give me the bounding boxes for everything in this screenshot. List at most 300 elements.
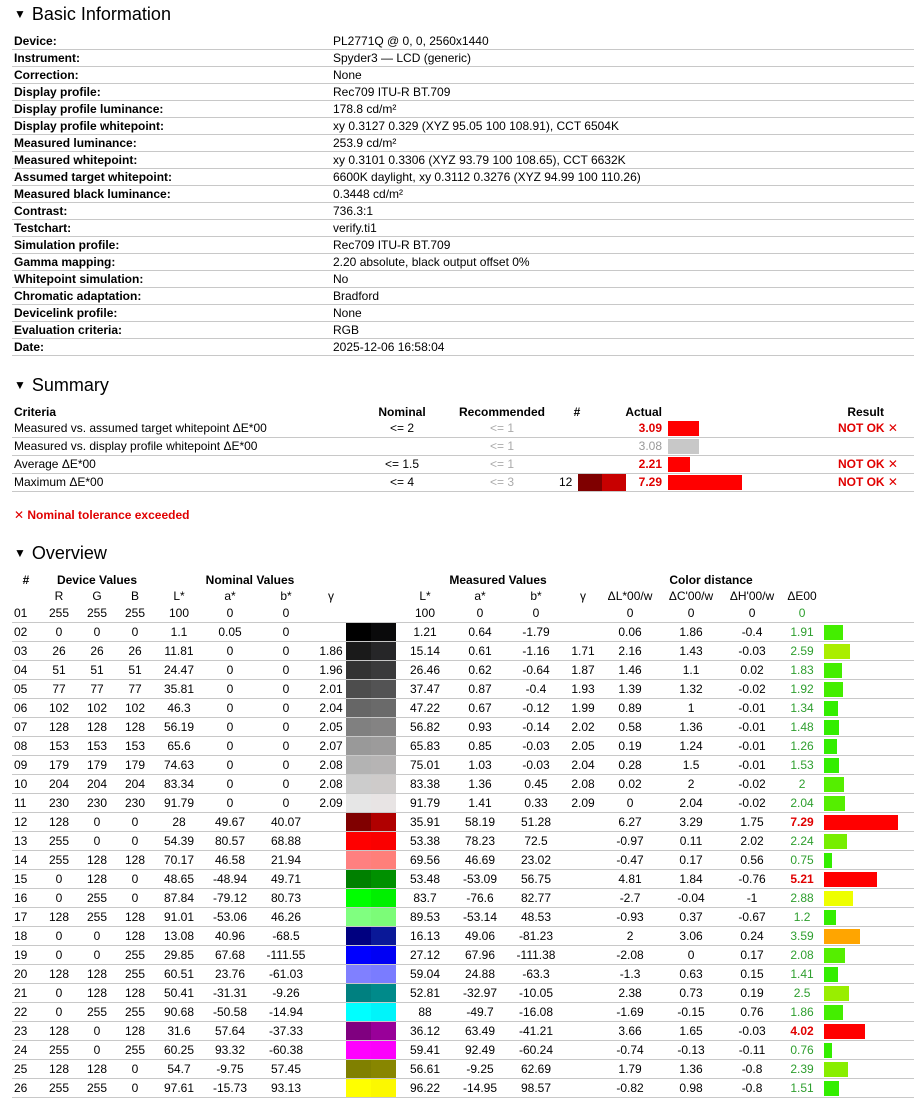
overview-measured-b: 72.5 xyxy=(506,832,566,851)
basic-info-heading[interactable] xyxy=(14,3,171,27)
overview-subheader-measured-l: L* xyxy=(419,589,431,603)
overview-nominal-gamma xyxy=(316,946,346,965)
overview-device-r: 51 xyxy=(40,661,78,680)
measured-color-swatch xyxy=(371,680,396,698)
overview-delta-h: -0.01 xyxy=(722,718,782,737)
overview-bar-cell xyxy=(822,927,914,946)
overview-device-g: 0 xyxy=(78,927,116,946)
overview-bar-cell xyxy=(822,794,914,813)
summary-header-nominal: Nominal xyxy=(378,405,426,419)
overview-nominal-gamma xyxy=(316,1022,346,1041)
overview-swatch xyxy=(346,965,396,984)
info-label: Device: xyxy=(12,33,331,50)
overview-delta-c: 0.11 xyxy=(660,832,722,851)
overview-measured-a: 78.23 xyxy=(454,832,506,851)
overview-measured-b: -60.24 xyxy=(506,1041,566,1060)
overview-nominal-b: 0 xyxy=(256,775,316,794)
overview-delta-e: 2.24 xyxy=(782,832,822,851)
overview-delta-h: -0.03 xyxy=(722,1022,782,1041)
overview-measured-gamma: 1.99 xyxy=(566,699,600,718)
overview-nominal-b: -14.94 xyxy=(256,1003,316,1022)
delta-e-bar xyxy=(824,1062,848,1077)
overview-measured-gamma xyxy=(566,984,600,1003)
overview-measured-a: -76.6 xyxy=(454,889,506,908)
overview-nominal-gamma xyxy=(316,889,346,908)
overview-device-g: 230 xyxy=(78,794,116,813)
overview-nominal-a: -15.73 xyxy=(204,1079,256,1098)
info-row xyxy=(12,271,914,288)
overview-measured-gamma: 2.02 xyxy=(566,718,600,737)
overview-delta-c: 1.5 xyxy=(660,756,722,775)
collapse-triangle-icon[interactable]: ▼ xyxy=(14,378,26,392)
overview-header-nominal: Nominal Values xyxy=(205,573,295,587)
overview-delta-h: -0.8 xyxy=(722,1079,782,1098)
overview-nominal-l: 87.84 xyxy=(154,889,204,908)
overview-nominal-l: 74.63 xyxy=(154,756,204,775)
summary-header-actual: Actual xyxy=(625,405,662,419)
measured-color-swatch xyxy=(371,908,396,926)
overview-device-r: 255 xyxy=(40,1079,78,1098)
overview-delta-l: 2 xyxy=(600,927,660,946)
info-row xyxy=(12,305,914,322)
summary-recommended: <= 3 xyxy=(447,474,557,492)
overview-id: 04 xyxy=(12,661,40,680)
overview-nominal-b: 68.88 xyxy=(256,832,316,851)
swatch-pair xyxy=(346,1060,396,1078)
overview-bar-cell xyxy=(822,870,914,889)
overview-measured-gamma: 1.93 xyxy=(566,680,600,699)
summary-count-value: 12 xyxy=(559,475,573,489)
overview-delta-l: 0 xyxy=(600,794,660,813)
info-value: 6600K daylight, xy 0.3112 0.3276 (XYZ 94.99 100 110.26) xyxy=(331,169,914,186)
overview-id: 24 xyxy=(12,1041,40,1060)
overview-row xyxy=(12,718,914,737)
overview-nominal-a: -31.31 xyxy=(204,984,256,1003)
overview-row xyxy=(12,794,914,813)
overview-id: 25 xyxy=(12,1060,40,1079)
delta-e-bar xyxy=(824,834,847,849)
summary-header-bar xyxy=(664,404,744,420)
overview-nominal-a: 0 xyxy=(204,642,256,661)
measured-color-swatch xyxy=(371,927,396,945)
overview-device-r: 255 xyxy=(40,604,78,623)
overview-delta-l: 1.46 xyxy=(600,661,660,680)
overview-swatch xyxy=(346,794,396,813)
overview-delta-e: 1.92 xyxy=(782,680,822,699)
delta-e-bar xyxy=(824,1081,839,1096)
overview-delta-e: 1.53 xyxy=(782,756,822,775)
swatch-pair xyxy=(346,794,396,812)
overview-row xyxy=(12,661,914,680)
overview-delta-l: 0.19 xyxy=(600,737,660,756)
overview-measured-gamma xyxy=(566,1060,600,1079)
summary-count xyxy=(557,456,597,474)
delta-e-bar xyxy=(824,986,849,1001)
overview-nominal-a: 0 xyxy=(204,718,256,737)
summary-bar xyxy=(668,457,690,472)
overview-delta-c: 0.98 xyxy=(660,1079,722,1098)
summary-recommended: <= 1 xyxy=(447,438,557,456)
overview-nominal-b: 0 xyxy=(256,623,316,642)
nominal-color-swatch xyxy=(346,737,371,755)
info-value: 178.8 cd/m² xyxy=(331,101,914,118)
overview-measured-gamma xyxy=(566,1003,600,1022)
overview-measured-l: 75.01 xyxy=(396,756,454,775)
overview-row xyxy=(12,699,914,718)
overview-device-r: 128 xyxy=(40,1022,78,1041)
overview-measured-a: 0.85 xyxy=(454,737,506,756)
overview-nominal-a: 46.58 xyxy=(204,851,256,870)
overview-subheader-bar xyxy=(822,588,914,604)
overview-measured-a: 0.61 xyxy=(454,642,506,661)
swatch-pair xyxy=(346,718,396,736)
overview-row xyxy=(12,851,914,870)
overview-delta-h: -0.76 xyxy=(722,870,782,889)
overview-nominal-a: 0 xyxy=(204,661,256,680)
overview-id: 23 xyxy=(12,1022,40,1041)
delta-e-bar xyxy=(824,682,843,697)
overview-delta-h: 0.24 xyxy=(722,927,782,946)
overview-nominal-l: 83.34 xyxy=(154,775,204,794)
nominal-color-swatch xyxy=(346,604,371,622)
overview-delta-l: -0.97 xyxy=(600,832,660,851)
overview-measured-a: -32.97 xyxy=(454,984,506,1003)
overview-measured-l: 91.79 xyxy=(396,794,454,813)
overview-device-g: 0 xyxy=(78,1041,116,1060)
delta-e-bar xyxy=(824,758,839,773)
summary-header-num: # xyxy=(573,405,581,419)
overview-measured-a: 92.49 xyxy=(454,1041,506,1060)
overview-nominal-l: 97.61 xyxy=(154,1079,204,1098)
basic-info-title: Basic Information xyxy=(31,4,171,24)
overview-delta-e: 2.5 xyxy=(782,984,822,1003)
overview-device-g: 77 xyxy=(78,680,116,699)
overview-measured-l: 53.48 xyxy=(396,870,454,889)
overview-title: Overview xyxy=(31,543,107,563)
overview-id: 21 xyxy=(12,984,40,1003)
info-label: Devicelink profile: xyxy=(12,305,331,322)
info-label: Display profile: xyxy=(12,84,331,101)
info-row xyxy=(12,135,914,152)
overview-row xyxy=(12,1003,914,1022)
overview-bar-cell xyxy=(822,1022,914,1041)
overview-swatch xyxy=(346,661,396,680)
overview-subheader-nominal-b: b* xyxy=(280,589,292,603)
overview-row xyxy=(12,908,914,927)
overview-device-g: 0 xyxy=(78,623,116,642)
overview-id: 15 xyxy=(12,870,40,889)
overview-swatch xyxy=(346,680,396,699)
overview-id: 14 xyxy=(12,851,40,870)
info-row xyxy=(12,186,914,203)
overview-nominal-b: 46.26 xyxy=(256,908,316,927)
collapse-triangle-icon[interactable]: ▼ xyxy=(14,7,26,21)
overview-id: 07 xyxy=(12,718,40,737)
overview-measured-l: 37.47 xyxy=(396,680,454,699)
overview-measured-b: -0.03 xyxy=(506,737,566,756)
info-label: Assumed target whitepoint: xyxy=(12,169,331,186)
summary-count xyxy=(557,438,597,456)
info-value: xy 0.3127 0.329 (XYZ 95.05 100 108.91), CCT 6504K xyxy=(331,118,914,135)
overview-measured-l: 26.46 xyxy=(396,661,454,680)
overview-nominal-b: 0 xyxy=(256,642,316,661)
overview-id: 19 xyxy=(12,946,40,965)
overview-measured-a: -53.09 xyxy=(454,870,506,889)
overview-swatch xyxy=(346,642,396,661)
overview-delta-l: 2.38 xyxy=(600,984,660,1003)
overview-nominal-b: -111.55 xyxy=(256,946,316,965)
overview-nominal-b: 57.45 xyxy=(256,1060,316,1079)
overview-nominal-gamma xyxy=(316,1079,346,1098)
overview-bar-cell xyxy=(822,756,914,775)
overview-row xyxy=(12,1022,914,1041)
info-row xyxy=(12,339,914,356)
overview-row xyxy=(12,946,914,965)
overview-measured-l: 15.14 xyxy=(396,642,454,661)
overview-measured-gamma xyxy=(566,1022,600,1041)
info-label: Evaluation criteria: xyxy=(12,322,331,339)
overview-nominal-l: 31.6 xyxy=(154,1022,204,1041)
overview-bar-cell xyxy=(822,832,914,851)
overview-measured-gamma xyxy=(566,889,600,908)
swatch-pair xyxy=(346,1003,396,1021)
overview-measured-gamma xyxy=(566,908,600,927)
overview-device-b: 204 xyxy=(116,775,154,794)
overview-delta-h: 0.02 xyxy=(722,661,782,680)
overview-nominal-a: 80.57 xyxy=(204,832,256,851)
overview-nominal-gamma xyxy=(316,1060,346,1079)
overview-device-b: 128 xyxy=(116,984,154,1003)
overview-nominal-l: 60.25 xyxy=(154,1041,204,1060)
overview-nominal-a: 93.32 xyxy=(204,1041,256,1060)
overview-delta-h: 2.02 xyxy=(722,832,782,851)
measured-color-swatch xyxy=(371,642,396,660)
overview-nominal-a: 40.96 xyxy=(204,927,256,946)
delta-e-bar xyxy=(824,853,832,868)
overview-delta-c: 3.06 xyxy=(660,927,722,946)
overview-subheader-swatch xyxy=(346,588,396,604)
overview-measured-b: -0.64 xyxy=(506,661,566,680)
measured-color-swatch xyxy=(371,946,396,964)
swatch-pair xyxy=(346,775,396,793)
overview-nominal-b: 0 xyxy=(256,756,316,775)
swatch-pair xyxy=(346,813,396,831)
overview-device-b: 0 xyxy=(116,1060,154,1079)
overview-nominal-a: 0 xyxy=(204,794,256,813)
overview-subheader-b: B xyxy=(130,589,139,603)
overview-nominal-l: 11.81 xyxy=(154,642,204,661)
overview-nominal-l: 54.39 xyxy=(154,832,204,851)
measured-color-swatch xyxy=(371,623,396,641)
delta-e-bar xyxy=(824,891,853,906)
nominal-color-swatch xyxy=(346,756,371,774)
measured-color-swatch xyxy=(371,756,396,774)
overview-heading[interactable] xyxy=(14,542,107,566)
summary-table xyxy=(12,404,914,492)
overview-measured-l: 27.12 xyxy=(396,946,454,965)
overview-row xyxy=(12,1060,914,1079)
overview-device-g: 51 xyxy=(78,661,116,680)
overview-delta-c: 0 xyxy=(660,604,722,623)
overview-measured-gamma xyxy=(566,813,600,832)
overview-nominal-a: 23.76 xyxy=(204,965,256,984)
swatch-pair xyxy=(346,908,396,926)
overview-measured-gamma xyxy=(566,851,600,870)
overview-bar-cell xyxy=(822,680,914,699)
overview-device-g: 255 xyxy=(78,908,116,927)
overview-measured-a: 46.69 xyxy=(454,851,506,870)
nominal-color-swatch xyxy=(346,1041,371,1059)
overview-row xyxy=(12,1041,914,1060)
overview-nominal-b: 93.13 xyxy=(256,1079,316,1098)
overview-nominal-a: -48.94 xyxy=(204,870,256,889)
overview-swatch xyxy=(346,699,396,718)
overview-id: 22 xyxy=(12,1003,40,1022)
overview-measured-b: 98.57 xyxy=(506,1079,566,1098)
summary-result: NOT OK ✕ xyxy=(744,474,914,492)
overview-subheader-nominal-a: a* xyxy=(224,589,236,603)
overview-measured-b: 0.33 xyxy=(506,794,566,813)
overview-delta-h: 0.19 xyxy=(722,984,782,1003)
overview-delta-e: 1.83 xyxy=(782,661,822,680)
overview-measured-l: 88 xyxy=(396,1003,454,1022)
overview-measured-l: 36.12 xyxy=(396,1022,454,1041)
overview-device-b: 179 xyxy=(116,756,154,775)
overview-nominal-gamma xyxy=(316,813,346,832)
overview-nominal-l: 48.65 xyxy=(154,870,204,889)
summary-swatch-measured xyxy=(602,474,626,491)
overview-nominal-a: -9.75 xyxy=(204,1060,256,1079)
summary-bar-cell xyxy=(664,438,744,456)
overview-delta-e: 0 xyxy=(782,604,822,623)
overview-measured-gamma xyxy=(566,946,600,965)
overview-nominal-a: 0 xyxy=(204,775,256,794)
overview-nominal-gamma xyxy=(316,1003,346,1022)
overview-nominal-a: 57.64 xyxy=(204,1022,256,1041)
overview-swatch xyxy=(346,604,396,623)
overview-device-r: 0 xyxy=(40,870,78,889)
overview-device-b: 255 xyxy=(116,604,154,623)
overview-measured-a: 1.03 xyxy=(454,756,506,775)
overview-delta-c: 3.29 xyxy=(660,813,722,832)
overview-device-r: 102 xyxy=(40,699,78,718)
swatch-pair xyxy=(346,661,396,679)
nominal-color-swatch xyxy=(346,718,371,736)
swatch-pair xyxy=(346,946,396,964)
overview-nominal-a: 49.67 xyxy=(204,813,256,832)
overview-row xyxy=(12,832,914,851)
overview-measured-gamma xyxy=(566,927,600,946)
summary-actual: 7.29 xyxy=(597,474,664,492)
overview-nominal-b: -9.26 xyxy=(256,984,316,1003)
info-row xyxy=(12,152,914,169)
overview-nominal-l: 90.68 xyxy=(154,1003,204,1022)
overview-device-b: 255 xyxy=(116,1003,154,1022)
overview-measured-b: 23.02 xyxy=(506,851,566,870)
summary-bar xyxy=(668,421,699,436)
overview-measured-a: 0.87 xyxy=(454,680,506,699)
nominal-color-swatch xyxy=(346,1079,371,1097)
measured-color-swatch xyxy=(371,1079,396,1097)
nominal-color-swatch xyxy=(346,1022,371,1040)
collapse-triangle-icon[interactable]: ▼ xyxy=(14,546,26,560)
overview-measured-a: 0.67 xyxy=(454,699,506,718)
overview-device-b: 128 xyxy=(116,851,154,870)
overview-device-r: 128 xyxy=(40,1060,78,1079)
delta-e-bar xyxy=(824,720,839,735)
info-value: 736.3:1 xyxy=(331,203,914,220)
summary-count xyxy=(557,420,597,438)
overview-id: 13 xyxy=(12,832,40,851)
delta-e-bar xyxy=(824,967,838,982)
summary-heading[interactable] xyxy=(14,374,109,398)
info-value: Rec709 ITU-R BT.709 xyxy=(331,237,914,254)
overview-device-b: 255 xyxy=(116,965,154,984)
overview-measured-l: 53.38 xyxy=(396,832,454,851)
overview-delta-e: 1.41 xyxy=(782,965,822,984)
measured-color-swatch xyxy=(371,851,396,869)
overview-subheader-nominal-l: L* xyxy=(173,589,185,603)
overview-device-g: 128 xyxy=(78,851,116,870)
overview-delta-c: 1.36 xyxy=(660,1060,722,1079)
measured-color-swatch xyxy=(371,1003,396,1021)
overview-delta-l: -2.7 xyxy=(600,889,660,908)
overview-delta-c: 2 xyxy=(660,775,722,794)
overview-measured-a: 1.41 xyxy=(454,794,506,813)
overview-device-r: 128 xyxy=(40,965,78,984)
overview-delta-h: 0.56 xyxy=(722,851,782,870)
overview-bar-cell xyxy=(822,1060,914,1079)
overview-measured-b: -81.23 xyxy=(506,927,566,946)
overview-bar-cell xyxy=(822,623,914,642)
summary-row xyxy=(12,474,914,492)
overview-measured-l: 59.41 xyxy=(396,1041,454,1060)
swatch-pair xyxy=(346,737,396,755)
overview-id: 17 xyxy=(12,908,40,927)
overview-device-b: 230 xyxy=(116,794,154,813)
overview-swatch xyxy=(346,870,396,889)
overview-subheader-measured-gamma: γ xyxy=(580,589,587,603)
overview-id: 02 xyxy=(12,623,40,642)
overview-measured-l: 100 xyxy=(396,604,454,623)
nominal-color-swatch xyxy=(346,1003,371,1021)
overview-device-b: 128 xyxy=(116,927,154,946)
info-value: 2.20 absolute, black output offset 0% xyxy=(331,254,914,271)
swatch-pair xyxy=(346,604,396,622)
nominal-color-swatch xyxy=(346,832,371,850)
basic-info-table xyxy=(12,33,914,356)
overview-id: 03 xyxy=(12,642,40,661)
overview-nominal-gamma: 2.01 xyxy=(316,680,346,699)
overview-swatch xyxy=(346,718,396,737)
overview-swatch xyxy=(346,1003,396,1022)
overview-swatch xyxy=(346,946,396,965)
overview-nominal-a: 0 xyxy=(204,737,256,756)
overview-delta-e: 2.59 xyxy=(782,642,822,661)
info-row xyxy=(12,50,914,67)
overview-delta-h: -0.11 xyxy=(722,1041,782,1060)
delta-e-bar xyxy=(824,625,843,640)
overview-measured-l: 65.83 xyxy=(396,737,454,756)
overview-device-b: 128 xyxy=(116,908,154,927)
summary-actual: 3.08 xyxy=(597,438,664,456)
overview-delta-e: 1.86 xyxy=(782,1003,822,1022)
overview-measured-a: 0.93 xyxy=(454,718,506,737)
overview-bar-cell xyxy=(822,851,914,870)
overview-delta-h: 0.17 xyxy=(722,946,782,965)
info-value: Bradford xyxy=(331,288,914,305)
overview-device-r: 255 xyxy=(40,851,78,870)
